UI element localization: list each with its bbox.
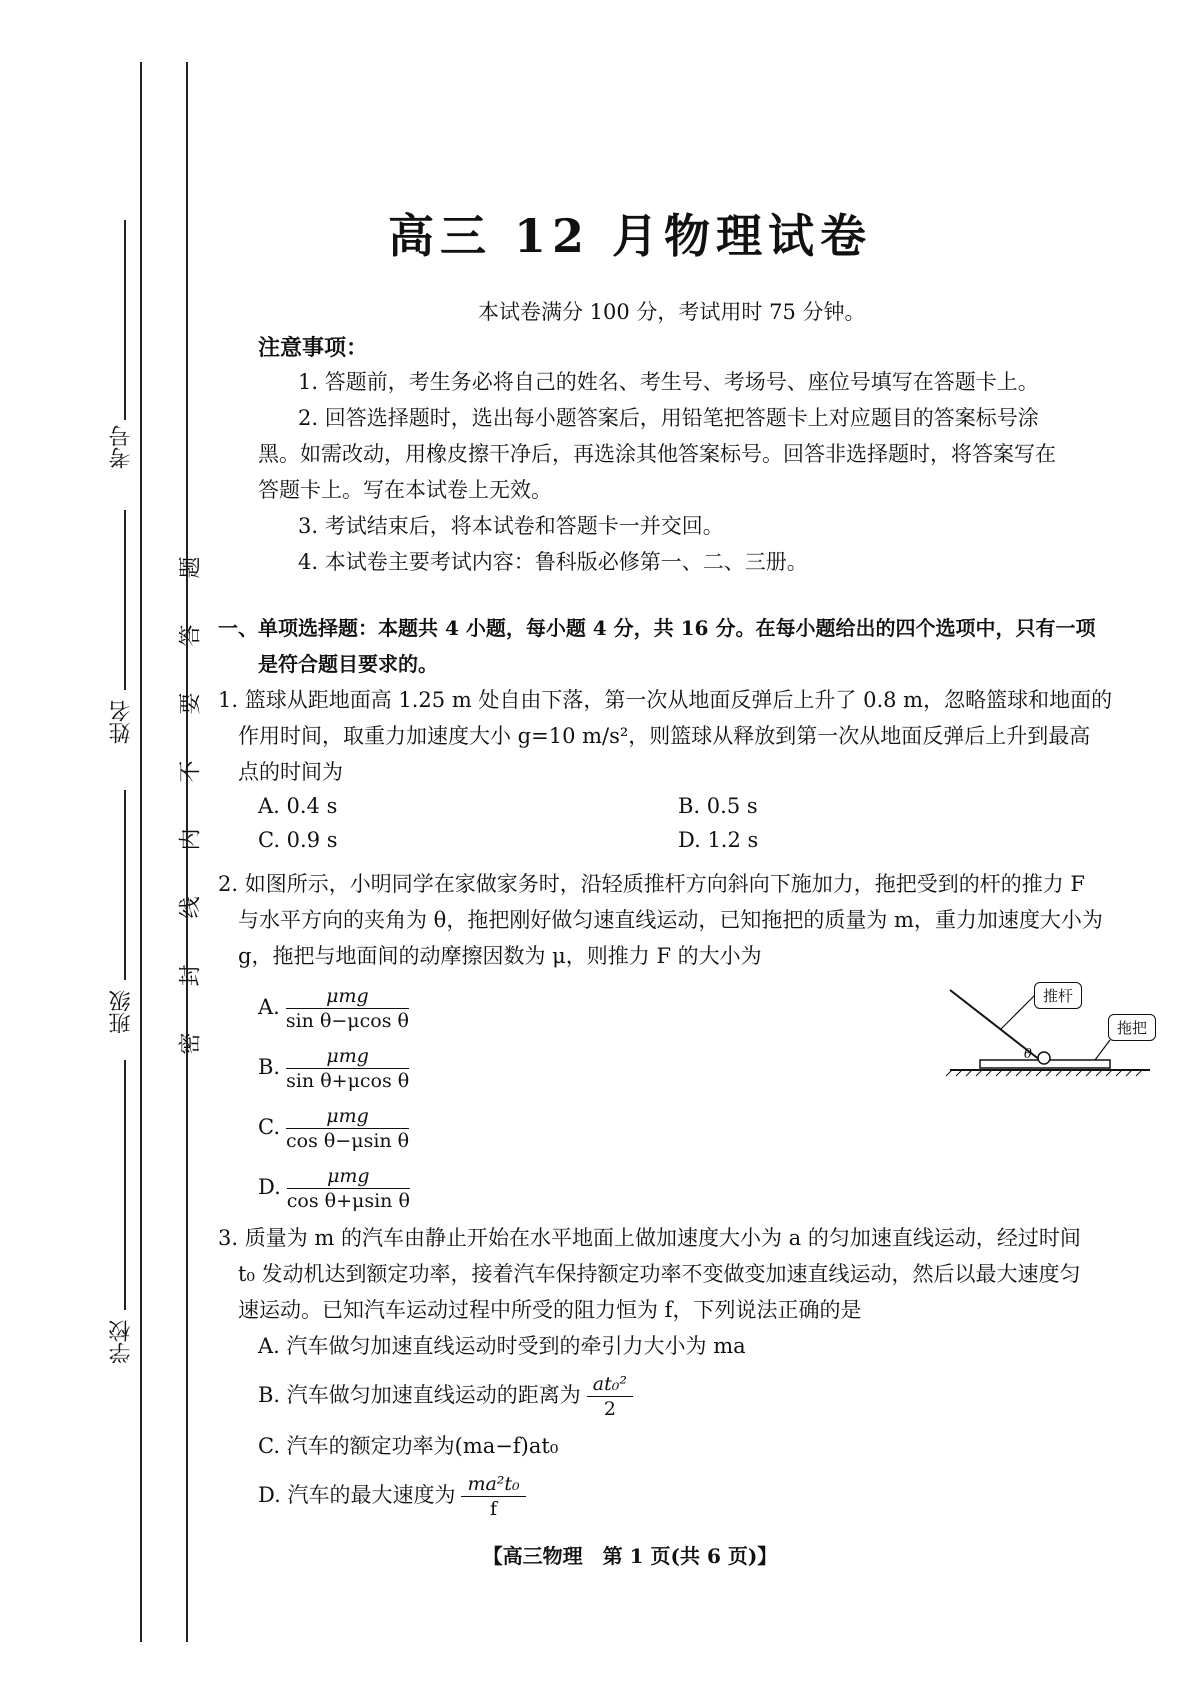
class-label: 班级 — [109, 990, 134, 1034]
option-d — [258, 1164, 410, 1213]
name-label: 姓名 — [109, 700, 134, 744]
fraction — [287, 1164, 410, 1213]
question-text: 3. 质量为 m 的汽车由静止开始在水平地面上做加速度大小为 a 的匀加速直线运动，经过时间 — [218, 1226, 1081, 1250]
notice-item: 1. 答题前，考生务必将自己的姓名、考生号、考场号、座位号填写在答题卡上。 — [298, 370, 1039, 394]
section-heading: 一、单项选择题：本题共 4 小题，每小题 4 分，共 16 分。在每小题给出的四个选项中，只有一项 — [218, 616, 1096, 640]
option-b: B. 0.5 s — [678, 794, 758, 818]
option-label: C. — [258, 1115, 280, 1139]
seal-char: 密 — [178, 1032, 204, 1055]
numerator: at₀² — [587, 1372, 633, 1397]
option-text: D. 汽车的最大速度为 — [258, 1483, 456, 1507]
option-d: D. 1.2 s — [678, 828, 759, 852]
denominator: cos θ+μsin θ — [286, 1190, 410, 1212]
mop-joint — [1038, 1052, 1050, 1064]
page-title: 高三 12 月物理试卷 — [387, 209, 873, 263]
seal-char: 题 — [178, 556, 204, 579]
margin-line-outer — [140, 62, 142, 1642]
option-label: B. — [258, 1055, 281, 1079]
denominator: cos θ−μsin θ — [286, 1130, 410, 1152]
option-a: A. 0.4 s — [258, 794, 338, 818]
option-a: A. 汽车做匀加速直线运动时受到的牵引力大小为 ma — [258, 1334, 746, 1358]
fraction — [286, 1104, 409, 1153]
margin-line-inner — [186, 62, 188, 1642]
mop-callout-pointer — [1095, 1040, 1110, 1060]
denominator: 2 — [603, 1398, 616, 1420]
seal-char: 线 — [178, 896, 204, 919]
notice-item: 4. 本试卷主要考试内容：鲁科版必修第一、二、三册。 — [298, 550, 808, 574]
name-line — [124, 510, 126, 690]
school-label: 学校 — [109, 1320, 134, 1364]
angle-label: θ — [1024, 1047, 1032, 1062]
page-footer: 【高三物理 第 1 页(共 6 页)】 — [482, 1544, 778, 1568]
option-a — [258, 984, 409, 1033]
notice-item: 答题卡上。写在本试卷上无效。 — [258, 478, 552, 502]
option-d — [258, 1472, 526, 1521]
denominator: sin θ+μcos θ — [286, 1070, 410, 1092]
option-c: C. 0.9 s — [258, 828, 338, 852]
question-text: t₀ 发动机达到额定功率，接着汽车保持额定功率不变做变加速直线运动，然后以最大速度匀 — [238, 1262, 1081, 1286]
fraction — [461, 1472, 525, 1521]
option-b — [258, 1372, 633, 1421]
section-heading: 是符合题目要求的。 — [258, 652, 438, 676]
subtitle: 本试卷满分 100 分，考试用时 75 分钟。 — [478, 300, 866, 324]
mop-callout: 拖把 — [1108, 1014, 1156, 1041]
seal-char: 封 — [178, 964, 204, 987]
question-text: 2. 如图所示，小明同学在家做家务时，沿轻质推杆方向斜向下施加力，拖把受到的杆的推力 F — [218, 872, 1085, 896]
school-line — [124, 1060, 126, 1310]
denominator: sin θ−μcos θ — [285, 1010, 409, 1032]
numerator: μmg — [287, 1164, 410, 1189]
fraction — [587, 1372, 633, 1421]
seal-char: 答 — [178, 624, 204, 647]
fraction — [286, 984, 409, 1033]
question-text: 点的时间为 — [238, 760, 343, 784]
class-line — [124, 790, 126, 980]
notice-item: 3. 考试结束后，将本试卷和答题卡一并交回。 — [298, 514, 724, 538]
question-text: 速运动。已知汽车运动过程中所受的阻力恒为 f，下列说法正确的是 — [238, 1298, 862, 1322]
numerator: ma²t₀ — [461, 1472, 525, 1497]
rod-callout-pointer — [1000, 995, 1035, 1030]
numerator: μmg — [286, 984, 409, 1009]
fraction — [286, 1044, 409, 1093]
question-text: 1. 篮球从距地面高 1.25 m 处自由下落，第一次从地面反弹后上升了 0.8 m，忽略篮球和地面的 — [218, 688, 1113, 712]
denominator: f — [490, 1498, 498, 1520]
notice-heading: 注意事项： — [258, 335, 369, 361]
numerator: μmg — [286, 1104, 409, 1129]
seal-char: 不 — [178, 760, 204, 783]
notice-item: 黑。如需改动，用橡皮擦干净后，再选涂其他答案标号。回答非选择题时，将答案写在 — [258, 442, 1056, 466]
question-text: g，拖把与地面间的动摩擦因数为 μ，则推力 F 的大小为 — [238, 944, 762, 968]
rod-callout: 推杆 — [1034, 982, 1082, 1009]
option-b — [258, 1044, 409, 1093]
notice-item: 2. 回答选择题时，选出每小题答案后，用铅笔把答题卡上对应题目的答案标号涂 — [298, 406, 1039, 430]
option-text: B. 汽车做匀加速直线运动的距离为 — [258, 1383, 581, 1407]
option-label: A. — [258, 995, 280, 1019]
option-c — [258, 1104, 409, 1153]
exam-number-label: 考号 — [109, 425, 134, 469]
numerator: μmg — [286, 1044, 409, 1069]
seal-char: 要 — [178, 692, 204, 715]
question-text: 与水平方向的夹角为 θ，拖把刚好做匀速直线运动，已知拖把的质量为 m，重力加速度大小为 — [238, 908, 1103, 932]
seal-char: 内 — [178, 828, 204, 851]
option-label: D. — [258, 1175, 281, 1199]
question-text: 作用时间，取重力加速度大小 g=10 m/s²，则篮球从释放到第一次从地面反弹后上升到最高 — [238, 724, 1091, 748]
option-c: C. 汽车的额定功率为(ma−f)at₀ — [258, 1434, 559, 1458]
